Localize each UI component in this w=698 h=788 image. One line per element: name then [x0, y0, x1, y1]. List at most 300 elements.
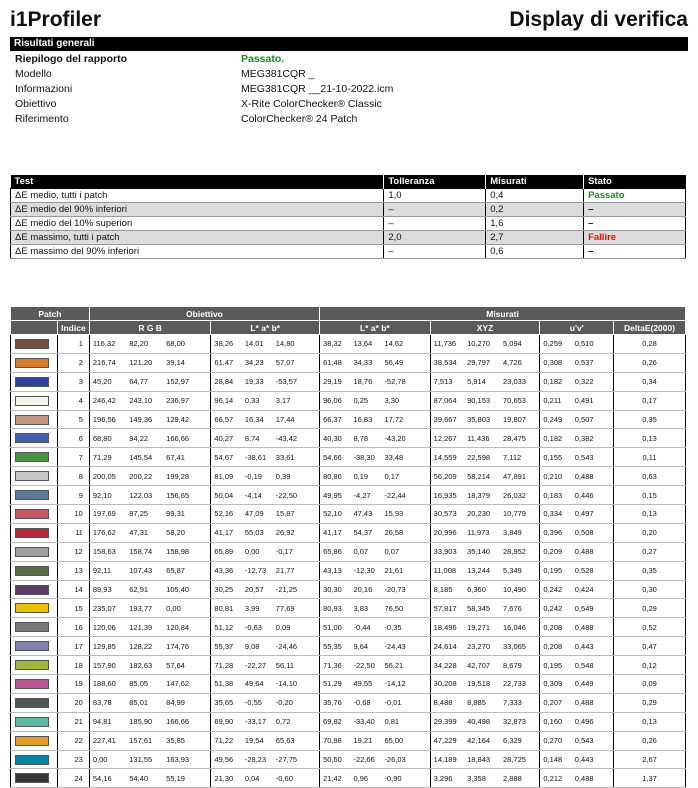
summary-label: Informazioni	[15, 83, 73, 95]
cell-labT: 66,57	[211, 410, 242, 429]
cell-labM: -0,90	[381, 769, 430, 788]
cell-xyz: 33,903	[430, 542, 464, 561]
cell-xyz: 28,725	[500, 750, 540, 769]
cell-labT: -43,42	[273, 429, 320, 448]
cell-rgb: 55,19	[163, 769, 211, 788]
cell-xyz: 18,843	[464, 750, 500, 769]
cell-labT: -0,63	[242, 618, 273, 637]
color-swatch	[15, 755, 49, 765]
cell-rgb: 92,11	[89, 561, 126, 580]
cell-labT: -14,10	[273, 675, 320, 694]
cell-labT: 33,61	[273, 448, 320, 467]
tests-cell-status: Fallire	[584, 231, 686, 245]
table-row	[11, 750, 686, 769]
cell-uv: 0,209	[540, 542, 572, 561]
cell-rgb: 166,66	[163, 712, 211, 731]
cell-labT: 19,33	[242, 372, 273, 391]
cell-xyz: 6,360	[464, 580, 500, 599]
sub-header-uv: u'v'	[540, 321, 614, 335]
sub-header-index: Indice	[57, 321, 89, 335]
color-swatch	[15, 547, 49, 557]
cell-labT: 41,17	[211, 523, 242, 542]
cell-xyz: 47,229	[430, 731, 464, 750]
cell-labT: -21,25	[273, 580, 320, 599]
summary-row	[15, 97, 615, 112]
patch-index: 3	[57, 372, 89, 391]
cell-rgb: 145,54	[126, 448, 163, 467]
summary-label: Obiettivo	[15, 98, 57, 110]
header-status: Stato	[584, 175, 686, 189]
swatch-cell	[11, 580, 58, 599]
cell-rgb: 120,84	[163, 618, 211, 637]
cell-labM: 3,83	[350, 599, 381, 618]
table-row	[11, 618, 686, 637]
summary-value: MEG381CQR __21-10-2022.icm	[241, 83, 394, 95]
cell-xyz: 10,490	[500, 580, 540, 599]
tests-cell-test: ΔE medio del 90% inferiori	[11, 203, 384, 217]
cell-labM: 55,35	[320, 637, 351, 656]
patch-index: 17	[57, 637, 89, 656]
cell-labT: 0,09	[273, 618, 320, 637]
cell-labM: 52,10	[320, 505, 351, 524]
cell-xyz: 5,349	[500, 561, 540, 580]
color-swatch	[15, 585, 49, 595]
cell-uv: 0,449	[572, 675, 614, 694]
header-measured: Misurati	[486, 175, 584, 189]
cell-uv: 0,497	[572, 505, 614, 524]
patch-index: 21	[57, 712, 89, 731]
cell-xyz: 42,164	[464, 731, 500, 750]
cell-labT: 52,16	[211, 505, 242, 524]
summary-value: Passato.	[241, 53, 285, 65]
cell-xyz: 20,230	[464, 505, 500, 524]
summary-row	[15, 112, 615, 127]
sub-header-lab-measured: L* a* b*	[320, 321, 431, 335]
cell-xyz: 7,513	[430, 372, 464, 391]
cell-xyz: 7,112	[500, 448, 540, 467]
table-row	[11, 335, 686, 354]
cell-labM: 51,29	[320, 675, 351, 694]
cell-uv: 0,488	[572, 769, 614, 788]
table-row	[11, 580, 686, 599]
document-title: Display di verifica	[509, 8, 688, 31]
patch-index: 11	[57, 523, 89, 542]
cell-uv: 0,334	[540, 505, 572, 524]
patch-index: 9	[57, 486, 89, 505]
cell-labM: 49,55	[350, 675, 381, 694]
cell-xyz: 58,345	[464, 599, 500, 618]
cell-uv: 0,543	[572, 448, 614, 467]
cell-xyz: 7,676	[500, 599, 540, 618]
cell-uv: 0,182	[540, 429, 572, 448]
swatch-cell	[11, 410, 58, 429]
tests-cell-tol: –	[384, 217, 486, 231]
cell-uv: 0,528	[572, 561, 614, 580]
cell-xyz: 30,208	[430, 675, 464, 694]
summary-block	[15, 52, 615, 127]
group-header-patch: Patch	[11, 307, 90, 321]
cell-labM: 69,82	[320, 712, 351, 731]
cell-labT: 77,69	[273, 599, 320, 618]
cell-uv: 0,210	[540, 467, 572, 486]
cell-labT: 55,03	[242, 523, 273, 542]
cell-xyz: 42,707	[464, 656, 500, 675]
patch-index: 13	[57, 561, 89, 580]
cell-xyz: 28,952	[500, 542, 540, 561]
tests-cell-meas: 0,6	[486, 245, 584, 259]
cell-rgb: 54,40	[126, 769, 163, 788]
cell-uv: 0,510	[572, 335, 614, 354]
color-swatch	[15, 717, 49, 727]
cell-uv: 0,396	[540, 523, 572, 542]
cell-labM: -22,66	[350, 750, 381, 769]
swatch-cell	[11, 561, 58, 580]
sub-header-rgb: R G B	[89, 321, 211, 335]
tests-cell-tol: –	[384, 203, 486, 217]
swatch-cell	[11, 486, 58, 505]
cell-xyz: 34,228	[430, 656, 464, 675]
cell-xyz: 32,873	[500, 712, 540, 731]
color-swatch	[15, 490, 49, 500]
cell-rgb: 185,90	[126, 712, 163, 731]
swatch-cell	[11, 618, 58, 637]
cell-labM: -22,50	[350, 656, 381, 675]
patch-index: 23	[57, 750, 89, 769]
cell-rgb: 89,93	[89, 580, 126, 599]
tests-row	[11, 231, 686, 245]
cell-rgb: 158,98	[163, 542, 211, 561]
cell-labT: -0,20	[273, 693, 320, 712]
cell-labT: 14,80	[273, 335, 320, 354]
cell-xyz: 10,779	[500, 505, 540, 524]
cell-labT: 55,37	[211, 637, 242, 656]
cell-labM: -0,35	[381, 618, 430, 637]
cell-xyz: 35,803	[464, 410, 500, 429]
cell-labM: 17,72	[381, 410, 430, 429]
swatch-cell	[11, 675, 58, 694]
cell-uv: 0,446	[572, 486, 614, 505]
patches-sub-header-row	[11, 321, 686, 335]
cell-xyz: 5,914	[464, 372, 500, 391]
table-row	[11, 391, 686, 410]
cell-labT: -53,57	[273, 372, 320, 391]
cell-uv: 0,207	[540, 693, 572, 712]
cell-labT: 3,17	[273, 391, 320, 410]
cell-xyz: 5,094	[500, 335, 540, 354]
cell-rgb: 121,20	[126, 353, 163, 372]
cell-rgb: 94,22	[126, 429, 163, 448]
cell-labT: -33,17	[242, 712, 273, 731]
cell-xyz: 14,189	[430, 750, 464, 769]
cell-labT: 71,22	[211, 731, 242, 750]
cell-labM: 26,58	[381, 523, 430, 542]
cell-rgb: 39,14	[163, 353, 211, 372]
cell-labT: -22,27	[242, 656, 273, 675]
color-swatch	[15, 509, 49, 519]
table-row	[11, 599, 686, 618]
table-row	[11, 429, 686, 448]
header-tolerance: Tolleranza	[384, 175, 486, 189]
cell-xyz: 8,185	[430, 580, 464, 599]
cell-labT: 56,11	[273, 656, 320, 675]
cell-rgb: 157,61	[126, 731, 163, 750]
swatch-cell	[11, 599, 58, 618]
tests-cell-meas: 2,7	[486, 231, 584, 245]
cell-labM: 19,21	[350, 731, 381, 750]
summary-label: Riferimento	[15, 113, 69, 125]
cell-deltae: 0,30	[614, 580, 686, 599]
cell-labT: 51,12	[211, 618, 242, 637]
cell-rgb: 176,62	[89, 523, 126, 542]
cell-labM: 80,93	[320, 599, 351, 618]
tests-header-row	[11, 175, 686, 189]
cell-labM: -0,68	[350, 693, 381, 712]
cell-labM: -0,44	[350, 618, 381, 637]
cell-labT: 49,64	[242, 675, 273, 694]
cell-xyz: 10,270	[464, 335, 500, 354]
swatch-cell	[11, 391, 58, 410]
table-row	[11, 486, 686, 505]
cell-uv: 0,488	[572, 618, 614, 637]
cell-uv: 0,537	[572, 353, 614, 372]
cell-rgb: 47,31	[126, 523, 163, 542]
table-row	[11, 523, 686, 542]
patch-index: 24	[57, 769, 89, 788]
patch-index: 7	[57, 448, 89, 467]
cell-rgb: 94,81	[89, 712, 126, 731]
cell-rgb: 182,63	[126, 656, 163, 675]
cell-labT: 69,90	[211, 712, 242, 731]
color-swatch	[15, 377, 49, 387]
cell-deltae: 0,52	[614, 618, 686, 637]
cell-labM: 50,50	[320, 750, 351, 769]
cell-labT: -28,23	[242, 750, 273, 769]
cell-rgb: 68,00	[163, 335, 211, 354]
color-swatch	[15, 452, 49, 462]
cell-labT: 0,04	[242, 769, 273, 788]
cell-labT: -0,55	[242, 693, 273, 712]
cell-labM: 21,61	[381, 561, 430, 580]
cell-labM: 96,06	[320, 391, 351, 410]
swatch-cell	[11, 372, 58, 391]
cell-labM: 54,66	[320, 448, 351, 467]
cell-labM: 14,62	[381, 335, 430, 354]
tests-table	[10, 175, 686, 259]
cell-labT: 80,81	[211, 599, 242, 618]
summary-label: Modello	[15, 68, 52, 80]
group-header-target: Obiettivo	[89, 307, 319, 321]
cell-deltae: 0,34	[614, 372, 686, 391]
cell-uv: 0,443	[572, 637, 614, 656]
cell-labM: 76,50	[381, 599, 430, 618]
cell-xyz: 33,065	[500, 637, 540, 656]
tests-cell-meas: 1,6	[486, 217, 584, 231]
cell-labT: 30,25	[211, 580, 242, 599]
cell-xyz: 19,271	[464, 618, 500, 637]
color-swatch	[15, 566, 49, 576]
color-swatch	[15, 358, 49, 368]
cell-uv: 0,259	[540, 335, 572, 354]
cell-labM: 43,13	[320, 561, 351, 580]
cell-labM: 41,17	[320, 523, 351, 542]
color-swatch	[15, 528, 49, 538]
cell-labT: 35,65	[211, 693, 242, 712]
cell-xyz: 56,209	[430, 467, 464, 486]
cell-rgb: 0,00	[89, 750, 126, 769]
table-row	[11, 410, 686, 429]
cell-xyz: 14,559	[430, 448, 464, 467]
cell-uv: 0,488	[572, 693, 614, 712]
cell-uv: 0,208	[540, 637, 572, 656]
cell-rgb: 166,66	[163, 429, 211, 448]
cell-uv: 0,182	[540, 372, 572, 391]
cell-uv: 0,155	[540, 448, 572, 467]
cell-rgb: 147,62	[163, 675, 211, 694]
patch-index: 19	[57, 675, 89, 694]
table-row	[11, 637, 686, 656]
patch-index: 1	[57, 335, 89, 354]
cell-labT: -22,50	[273, 486, 320, 505]
cell-xyz: 40,498	[464, 712, 500, 731]
color-swatch	[15, 603, 49, 613]
cell-labM: -12,30	[350, 561, 381, 580]
cell-xyz: 16,046	[500, 618, 540, 637]
cell-rgb: 35,85	[163, 731, 211, 750]
cell-labM: -24,43	[381, 637, 430, 656]
cell-xyz: 57,817	[430, 599, 464, 618]
cell-labT: -24,46	[273, 637, 320, 656]
cell-labM: 71,36	[320, 656, 351, 675]
cell-labT: 65,89	[211, 542, 242, 561]
patch-index: 8	[57, 467, 89, 486]
cell-labM: 65,86	[320, 542, 351, 561]
cell-labT: 0,33	[242, 391, 273, 410]
cell-xyz: 3,358	[464, 769, 500, 788]
cell-xyz: 3,296	[430, 769, 464, 788]
summary-value: ColorChecker® 24 Patch	[241, 113, 358, 125]
cell-uv: 0,195	[540, 656, 572, 675]
cell-xyz: 18,496	[430, 618, 464, 637]
cell-labM: 54,37	[350, 523, 381, 542]
cell-labM: 38,32	[320, 335, 351, 354]
cell-labM: 51,00	[320, 618, 351, 637]
cell-rgb: 149,36	[126, 410, 163, 429]
cell-xyz: 87,064	[430, 391, 464, 410]
cell-uv: 0,270	[540, 731, 572, 750]
cell-xyz: 3,849	[500, 523, 540, 542]
cell-xyz: 35,140	[464, 542, 500, 561]
cell-labT: -4,14	[242, 486, 273, 505]
table-row	[11, 505, 686, 524]
color-swatch	[15, 736, 49, 746]
patch-index: 16	[57, 618, 89, 637]
cell-labT: 51,38	[211, 675, 242, 694]
cell-rgb: 174,76	[163, 637, 211, 656]
cell-labM: -38,30	[350, 448, 381, 467]
cell-uv: 0,160	[540, 712, 572, 731]
patch-index: 2	[57, 353, 89, 372]
cell-rgb: 227,41	[89, 731, 126, 750]
color-swatch	[15, 679, 49, 689]
cell-xyz: 11,436	[464, 429, 500, 448]
cell-xyz: 19,518	[464, 675, 500, 694]
cell-labM: 56,21	[381, 656, 430, 675]
group-header-measured: Misurati	[320, 307, 686, 321]
swatch-cell	[11, 731, 58, 750]
cell-deltae: 0,20	[614, 523, 686, 542]
table-row	[11, 675, 686, 694]
cell-rgb: 243,10	[126, 391, 163, 410]
tests-cell-test: ΔE massimo, tutti i patch	[11, 231, 384, 245]
table-row	[11, 372, 686, 391]
tests-cell-status: Passato	[584, 189, 686, 203]
patch-index: 14	[57, 580, 89, 599]
swatch-cell	[11, 523, 58, 542]
cell-labM: 0,96	[350, 769, 381, 788]
cell-deltae: 0,17	[614, 391, 686, 410]
cell-xyz: 11,008	[430, 561, 464, 580]
cell-labM: 21,42	[320, 769, 351, 788]
table-row	[11, 656, 686, 675]
tests-cell-tol: 1,0	[384, 189, 486, 203]
cell-labM: -52,78	[381, 372, 430, 391]
tests-row	[11, 189, 686, 203]
cell-rgb: 120,06	[89, 618, 126, 637]
cell-rgb: 62,91	[126, 580, 163, 599]
cell-labT: 71,28	[211, 656, 242, 675]
cell-labM: 56,49	[381, 353, 430, 372]
cell-labM: 0,25	[350, 391, 381, 410]
cell-labM: 20,16	[350, 580, 381, 599]
cell-rgb: 58,20	[163, 523, 211, 542]
cell-labM: -33,40	[350, 712, 381, 731]
table-row	[11, 561, 686, 580]
cell-rgb: 54,16	[89, 769, 126, 788]
sub-header-lab-target: L* a* b*	[211, 321, 320, 335]
cell-xyz: 29,399	[430, 712, 464, 731]
cell-deltae: 2,67	[614, 750, 686, 769]
cell-rgb: 128,22	[126, 637, 163, 656]
patch-index: 18	[57, 656, 89, 675]
sub-header-deltae: DeltaE(2000)	[614, 321, 686, 335]
cell-rgb: 196,56	[89, 410, 126, 429]
cell-rgb: 156,65	[163, 486, 211, 505]
cell-rgb: 236,97	[163, 391, 211, 410]
cell-xyz: 8,885	[464, 693, 500, 712]
cell-rgb: 82,20	[126, 335, 163, 354]
swatch-cell	[11, 353, 58, 372]
cell-rgb: 246,42	[89, 391, 126, 410]
color-swatch	[15, 433, 49, 443]
cell-rgb: 129,85	[89, 637, 126, 656]
cell-uv: 0,507	[572, 410, 614, 429]
cell-labT: 21,77	[273, 561, 320, 580]
cell-rgb: 193,77	[126, 599, 163, 618]
tests-cell-test: ΔE massimo del 90% inferiori	[11, 245, 384, 259]
patch-index: 6	[57, 429, 89, 448]
report-header	[10, 8, 688, 36]
cell-deltae: 0,15	[614, 486, 686, 505]
cell-xyz: 23,270	[464, 637, 500, 656]
cell-xyz: 2,888	[500, 769, 540, 788]
summary-value: MEG381CQR _	[241, 68, 315, 80]
summary-label: Riepilogo del rapporto	[15, 53, 127, 65]
cell-deltae: 0,11	[614, 448, 686, 467]
cell-deltae: 0,26	[614, 731, 686, 750]
tests-row	[11, 217, 686, 231]
cell-labT: -0,17	[273, 542, 320, 561]
swatch-cell	[11, 637, 58, 656]
